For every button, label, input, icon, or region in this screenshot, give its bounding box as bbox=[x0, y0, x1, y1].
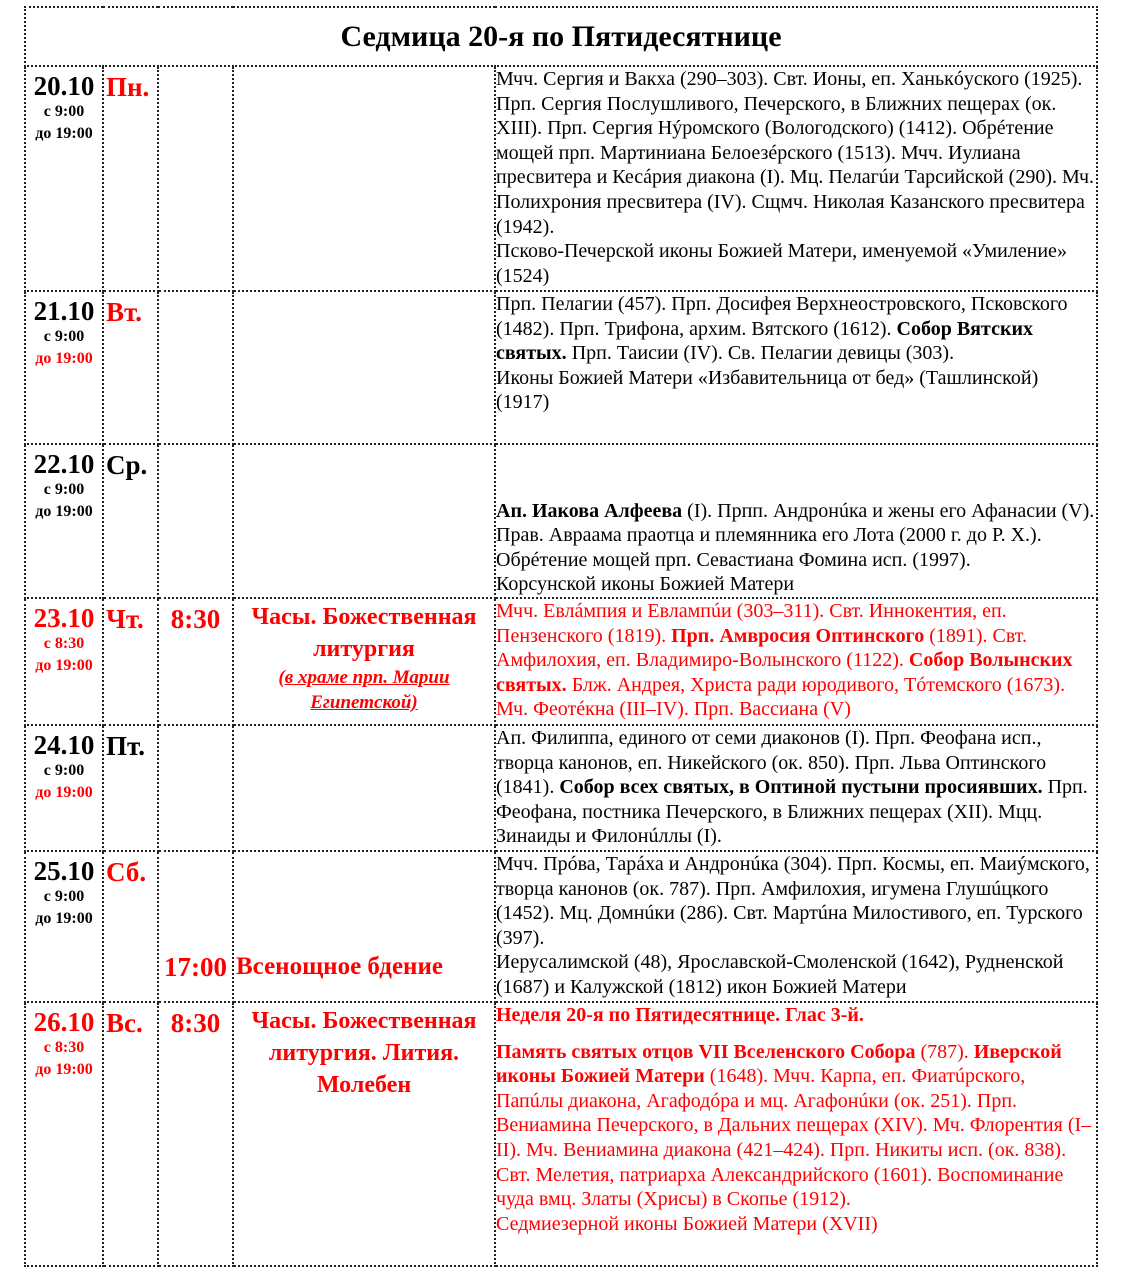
description-paragraph bbox=[496, 292, 1096, 366]
hours-from: с 9:00 bbox=[43, 762, 85, 779]
description-text: Неделя 20-я по Пятидесятнице. Глас 3-й. bbox=[496, 1004, 864, 1026]
description-text: Псково-Печерской иконы Божией Матери, именуемой «Умиление» (1524) bbox=[496, 240, 1067, 287]
hours-from: с 9:00 bbox=[43, 481, 85, 498]
schedule-row bbox=[25, 1002, 1097, 1266]
weekday: Вс. bbox=[103, 1002, 158, 1266]
description-text: Иконы Божией Матери «Избавительница от бед» (Ташлинской) (1917) bbox=[496, 366, 1039, 414]
description-text: Мчч. Прóва, Тарáха и Андронúка (304). Прп. Космы, еп. Маиýмского, творца канонов (ок. 787). Прп. Амфилохия, игумена Глушúцкого (1452). Мц. Домнúки (286). Свт. Мартúна Милостивого, еп. Турского (397). bbox=[496, 853, 1090, 949]
hours-to: до 19:00 bbox=[35, 910, 93, 927]
description-text: Ап. Иакова Алфеева bbox=[496, 499, 683, 522]
service-cell bbox=[233, 444, 495, 598]
hours-to: до 19:00 bbox=[35, 350, 93, 367]
description-text: Прп. Таисии (IV). Св. Пелагии девицы (303). bbox=[566, 342, 955, 365]
description-text: Ап. Филиппа, единого от семи диаконов (I). Прп. Феофана исп., творца канонов, еп. Никейского (ок. 850). Прп. Льва Оптинского (1841). bbox=[496, 727, 1047, 799]
hours-to: до 19:00 bbox=[35, 1061, 93, 1078]
description-text: Иверской иконы Божией Матери bbox=[496, 1040, 1062, 1088]
service-cell bbox=[233, 851, 495, 1002]
service-cell bbox=[233, 1002, 495, 1266]
hours-from: с 9:00 bbox=[43, 328, 85, 345]
date-cell bbox=[25, 851, 103, 1002]
date-cell bbox=[25, 1002, 103, 1266]
date: 20.10 bbox=[33, 71, 95, 101]
schedule-row bbox=[25, 444, 1097, 598]
description-paragraph bbox=[496, 572, 1096, 597]
saints-description bbox=[495, 725, 1097, 851]
saints-description bbox=[495, 66, 1097, 291]
date-cell bbox=[25, 725, 103, 851]
description-paragraph bbox=[496, 726, 1096, 849]
service-name: Часы. Божественная литургия bbox=[251, 604, 477, 662]
hours-to: до 19:00 bbox=[35, 503, 93, 520]
description-paragraph bbox=[496, 67, 1096, 239]
description-text: (787). bbox=[915, 1040, 974, 1063]
service-time bbox=[158, 291, 233, 444]
description-text: Прп. Амвросия Оптинского bbox=[671, 624, 925, 647]
schedule-row bbox=[25, 291, 1097, 444]
date: 24.10 bbox=[33, 730, 95, 760]
hours-from: с 8:30 bbox=[43, 635, 85, 652]
description-paragraph bbox=[496, 599, 1096, 722]
description-text: Прп. Феофана, постника Печерского, в Ближних пещерах (XII). Мцц. Зинаиды и Филонúллы (I). bbox=[496, 776, 1088, 848]
service-time bbox=[158, 66, 233, 291]
schedule-row bbox=[25, 598, 1097, 725]
hours-from: с 8:30 bbox=[43, 1039, 85, 1056]
description-paragraph bbox=[496, 366, 1096, 415]
service-time: 8:30 bbox=[158, 1002, 233, 1266]
date: 22.10 bbox=[33, 449, 95, 479]
service-name: Всенощное бдение bbox=[236, 953, 443, 980]
saints-description bbox=[495, 444, 1097, 598]
weekday: Сб. bbox=[103, 851, 158, 1002]
schedule-row bbox=[25, 66, 1097, 291]
description-text: (1891). Свт. Амфилохия, еп. Владимиро-Волынского (1122). bbox=[496, 624, 1028, 672]
description-text: (I). Прпп. Андронúка и жены его Афанасии (V). Прав. Авраама праотца и племянника его Лота (2000 г. до Р. Х.). Обрéтение мощей прп. Севастиана Фомина исп. (1997). bbox=[496, 499, 1095, 571]
date: 23.10 bbox=[33, 603, 95, 633]
description-paragraph bbox=[496, 852, 1096, 950]
weekday: Пн. bbox=[103, 66, 158, 291]
service-cell bbox=[233, 291, 495, 444]
description-paragraph bbox=[496, 950, 1096, 999]
service-time bbox=[158, 444, 233, 598]
weekday: Пт. bbox=[103, 725, 158, 851]
description-paragraph bbox=[496, 1003, 1096, 1028]
service-time bbox=[158, 725, 233, 851]
date: 25.10 bbox=[33, 856, 95, 886]
description-text: Мчч. Евлáмпия и Евлампúи (303–311). Свт. Иннокентия, еп. Пензенского (1819). bbox=[496, 600, 1007, 647]
hours-to: до 19:00 bbox=[35, 784, 93, 801]
date: 26.10 bbox=[33, 1007, 95, 1037]
schedule-row bbox=[25, 725, 1097, 851]
saints-description bbox=[495, 598, 1097, 725]
service-cell bbox=[233, 66, 495, 291]
description-paragraph bbox=[496, 1212, 1096, 1237]
description-text: Собор Волынских святых. bbox=[496, 649, 1073, 696]
description-text: Собор Вятских святых. bbox=[496, 317, 1033, 365]
date-cell bbox=[25, 444, 103, 598]
date-cell bbox=[25, 66, 103, 291]
hours-to: до 19:00 bbox=[35, 125, 93, 142]
hours-from: с 9:00 bbox=[43, 103, 85, 120]
date-cell bbox=[25, 598, 103, 725]
weekday: Ср. bbox=[103, 444, 158, 598]
saints-description bbox=[495, 1002, 1097, 1266]
weekday: Вт. bbox=[103, 291, 158, 444]
description-text: Память святых отцов VII Вселенского Собора bbox=[496, 1040, 916, 1063]
service-location: (в храме прп. Марии Египетской) bbox=[278, 667, 450, 713]
description-text: Иерусалимской (48), Ярославской-Смоленской (1642), Рудненской (1687) и Калужской (1812) икон Божией Матери bbox=[496, 951, 1064, 998]
hours-from: с 9:00 bbox=[43, 888, 85, 905]
weekday: Чт. bbox=[103, 598, 158, 725]
schedule-table bbox=[24, 6, 1098, 1267]
description-text: Собор всех святых, в Оптиной пустыни просиявших. bbox=[559, 776, 1043, 799]
description-text: Прп. Пелагии (457). Прп. Досифея Верхнеостровского, Псковского (1482). Прп. Трифона, архим. Вятского (1612). bbox=[496, 293, 1068, 340]
service-time: 8:30 bbox=[158, 598, 233, 725]
description-text: Седмиезерной иконы Божией Матери (XVII) bbox=[496, 1212, 878, 1235]
page-title: Седмица 20-я по Пятидесятнице bbox=[25, 7, 1097, 66]
hours-to: до 19:00 bbox=[35, 657, 93, 674]
description-text: (1648). Мчч. Карпа, еп. Фиатúрского, Папúлы диакона, Агафодóра и мц. Агафонúки (ок. 251). Прп. Вениамина Печерского, в Дальних пещерах (XIV). Мч. Флорентия (I–II). Мч. Вениамина диакона (421–424). Прп. Никиты исп. (ок. 838). Свт. Мелетия, патриарха Александрийского (1601). Воспоминание чуда вмц. Златы (Хрисы) в Скопье (1912). bbox=[496, 1065, 1092, 1211]
description-paragraph bbox=[496, 1040, 1096, 1212]
saints-description bbox=[495, 851, 1097, 1002]
schedule-row bbox=[25, 851, 1097, 1002]
date-cell bbox=[25, 291, 103, 444]
saints-description bbox=[495, 291, 1097, 444]
description-text: Корсунской иконы Божией Матери bbox=[496, 573, 795, 596]
description-text: Блж. Андрея, Христа ради юродивого, Тóтемского (1673). Мч. Феотéкна (III–IV). Прп. Вассиана (V) bbox=[496, 673, 1066, 721]
service-name: Часы. Божественная литургия. Лития. Молебен bbox=[251, 1008, 477, 1098]
description-paragraph bbox=[496, 1028, 1096, 1040]
service-cell bbox=[233, 598, 495, 725]
date: 21.10 bbox=[33, 296, 95, 326]
service-time: 17:00 bbox=[158, 851, 233, 1002]
service-cell bbox=[233, 725, 495, 851]
description-text: Мчч. Сергия и Вакха (290–303). Свт. Ионы, еп. Ханькóуского (1925). Прп. Сергия Послушливого, Печерского, в Ближних пещерах (ок. XIII). Прп. Сергия Нýромского (Вологодского) (1412). Обрéтение мощей прп. Мартиниана Белоезéрского (1513). Мчч. Иулиана пресвитера и Кесáрия диакона (I). Мц. Пелагúи Тарсийской (290). Мч. Полихрония пресвитера (IV). Сщмч. Николая Казанского пресвитера (1942). bbox=[496, 68, 1095, 238]
description-paragraph bbox=[496, 239, 1096, 288]
description-paragraph bbox=[496, 499, 1096, 573]
